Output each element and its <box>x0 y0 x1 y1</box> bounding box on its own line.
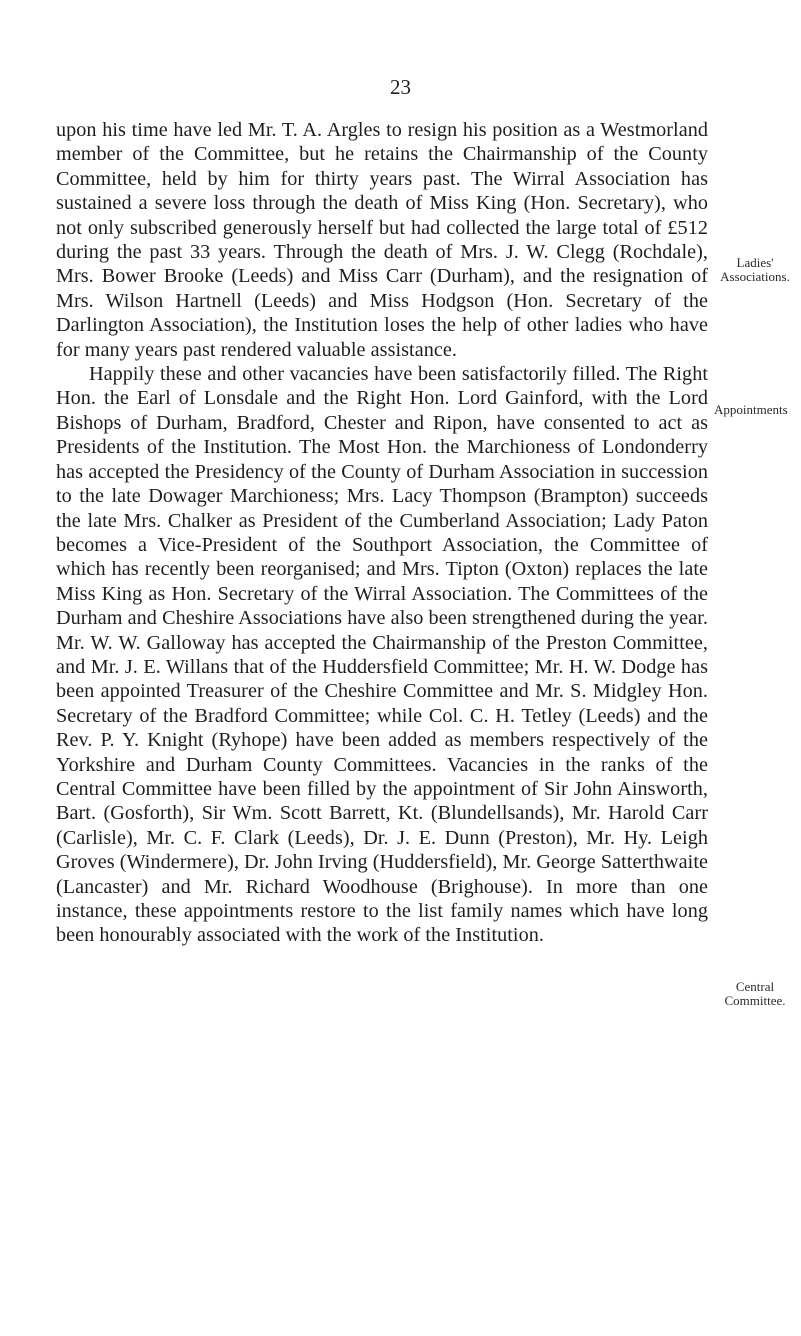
body-text <box>56 118 708 948</box>
margin-note-central-line1: Central <box>735 979 775 994</box>
margin-note-ladies-associations <box>712 256 798 284</box>
margin-note-central-committee <box>712 980 798 1008</box>
paragraph-appointments: Happily these and other vacancies have been satisfactorily filled. The Right Hon. the Earl of Lonsdale and the Right Hon. Lord Gainford, with the Lord Bishops of Durham, Bradford, Chester and Ripon, have consented to act as Presidents of the Institution. The Most Hon. the Marchioness of Londonderry has accepted the Presidency of the County of Durham Association in succession to the late Dowager Marchioness; Mrs. Lacy Thompson (Brampton) succeeds the late Mrs. Chalker as President of the Cumberland Association; Lady Paton becomes a Vice-President of the Southport Association, the Committee of which has recently been reorganised; and Mrs. Tipton (Oxton) replaces the late Miss King as Hon. Secretary of the Wirral Association. The Committees of the Durham and Cheshire Associations have also been strengthened during the year. Mr. W. W. Galloway has accepted the Chairmanship of the Preston Committee, and Mr. J. E. Willans that of the Huddersfield Committee; Mr. H. W. Dodge has been appointed Treasurer of the Cheshire Committee and Mr. S. Midgley Hon. Secretary of the Bradford Committee; while Col. C. H. Tetley (Leeds) and the Rev. P. Y. Knight (Ryhope) have been added as members respectively of the Yorkshire and Durham County Committees. Vacancies in the ranks of the Central Committee have been filled by the appointment of Sir John Ainsworth, Bart. (Gosforth), Sir Wm. Scott Barrett, Kt. (Blundellsands), Mr. Harold Carr (Carlisle), Mr. C. F. Clark (Leeds), Dr. J. E. Dunn (Preston), Mr. Hy. Leigh Groves (Windermere), Dr. John Irving (Huddersfield), Mr. George Satterthwaite (Lancaster) and Mr. Richard Woodhouse (Brighouse). In more than one instance, these appointments restore to the list family names which have long been honourably associated with the work of the Institution. <box>56 363 708 947</box>
margin-note-central-line2: Committee. <box>724 993 786 1008</box>
margin-note-ladies-line2: Associations. <box>720 269 790 284</box>
paragraph-ladies-associations: upon his time have led Mr. T. A. Argles to resign his position as a Westmorland member of the Committee, but he retains the Chairmanship of the County Committee, held by him for thirty years past. The Wirral Association has sustained a severe loss through the death of Miss King (Hon. Secretary), who not only subscribed generously herself but had collected the large total of £512 during the past 33 years. Through the death of Mrs. J. W. Clegg (Rochdale), Mrs. Bower Brooke (Leeds) and Miss Carr (Durham), and the resignation of Mrs. Wilson Hartnell (Leeds) and Miss Hodgson (Hon. Secretary of the Darlington Association), the Institution loses the help of other ladies who have for many years past rendered valuable assistance. <box>56 119 708 361</box>
margin-note-appointments: Appointments <box>714 402 788 417</box>
page-number: 23 <box>390 75 411 99</box>
margin-note-ladies-line1: Ladies' <box>736 255 774 270</box>
